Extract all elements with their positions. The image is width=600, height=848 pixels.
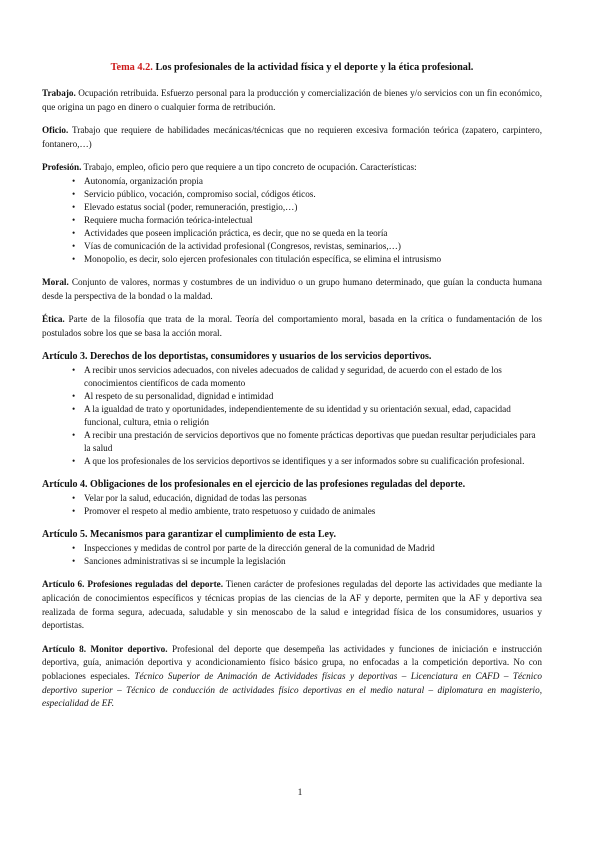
list-item: • Autonomía, organización propia (72, 175, 542, 188)
articulo-6-text: Tienen carácter de profesiones reguladas del deporte las actividades que mediante la aplicación de conocimientos específicos y técnicas propias de las ciencias de la AF y deporte, permiten que la AF y deportiva sea realizada de forma segura, adecuada, saludable y sin menoscabo de la salud e integridad física de los consumidores, usuarios y deportistas. (42, 579, 542, 631)
articulo-6 (42, 578, 542, 632)
trabajo-definition (42, 87, 542, 114)
articulo-5 (42, 528, 542, 568)
articulo-8-heading: Artículo 8. Monitor deportivo. (42, 643, 168, 654)
list-item: • A la igualdad de trato y oportunidades, independientemente de su identidad y su orientación sexual, edad, capacidad funcional, cultura, etnia o religión (72, 403, 542, 429)
trabajo-term: Trabajo. (42, 88, 76, 98)
articulo-5-list (42, 542, 542, 568)
moral-term: Moral. (42, 276, 69, 287)
articulo-5-heading: Artículo 5. Mecanismos para garantizar el cumplimiento de esta Ley. (42, 529, 336, 541)
list-item: • Vías de comunicación de la actividad profesional (Congresos, revistas, seminarios,…) (72, 240, 542, 253)
articulo-4-list (42, 492, 542, 518)
oficio-term: Oficio. (42, 125, 69, 136)
oficio-text: Trabajo que requiere de habilidades mecánicas/técnicas que no requieren excesiva formación teórica (zapatero, carpintero, fontanero,…) (42, 125, 542, 149)
articulo-4-heading: Artículo 4. Obligaciones de los profesionales en el ejercicio de las profesiones reguladas del deporte. (42, 479, 466, 491)
moral-text: Conjunto de valores, normas y costumbres de un individuo o un grupo humano determinado, que guían la conducta humana desde la perspectiva de la bondad o la maldad. (42, 276, 542, 301)
page-title (42, 62, 542, 73)
articulo-4 (42, 478, 542, 518)
list-item: • Al respeto de su personalidad, dignidad e intimidad (72, 390, 542, 403)
list-item: • A que los profesionales de los servicios deportivos se identifiques y a ser informados sobre su cualificación profesional. (72, 455, 542, 468)
articulo-3-heading: Artículo 3. Derechos de los deportistas, consumidores y usuarios de los servicios deportivos. (42, 351, 432, 363)
moral-definition (42, 276, 542, 303)
list-item: • Promover el respeto al medio ambiente, trato respetuoso y cuidado de animales (72, 505, 542, 518)
list-item: • Requiere mucha formación teórica-intelectual (72, 214, 542, 227)
list-item: • Elevado estatus social (poder, remuneración, prestigio,…) (72, 201, 542, 214)
list-item: • Actividades que poseen implicación práctica, es decir, que no se queda en la teoría (72, 227, 542, 240)
title-text: Los profesionales de la actividad física y el deporte y la ética profesional. (155, 62, 474, 73)
articulo-8-text: Profesional del deporte que desempeña las actividades y funciones de iniciación e instrucción deportiva, guía, animación deportiva y acondicionamiento físico básico grupa, no enfocadas a la competición deportiva. No con poblaciones especiales. (42, 643, 543, 681)
articulo-8 (42, 643, 542, 711)
articulo-8-titulaciones: Técnico Superior de Animación de Actividades físicas y deportivas – Licenciatura en CAFD – Técnico deportivo superior – Técnico de conducción de actividades físico deportivas en el medio natural – diplomatura en magisterio, especialidad de EF. (42, 670, 542, 709)
etica-definition (42, 313, 542, 340)
trabajo-text: Ocupación retribuida. Esfuerzo personal para la producción y comercialización de bienes y/o servicios con un fin económico, que origina un pago en dinero o cualquier forma de retribución. (42, 88, 543, 112)
list-item: • Monopolio, es decir, solo ejercen profesionales con titulación específica, se elimina el intrusismo (72, 253, 542, 266)
profesion-definition (42, 161, 542, 266)
profesion-text: Trabajo, empleo, oficio pero que requiere a un tipo concreto de ocupación. Características: (83, 162, 417, 173)
articulo-3 (42, 350, 542, 468)
list-item: • Sanciones administrativas si se incumple la legislación (72, 555, 542, 568)
document-page (42, 62, 542, 721)
articulo-6-heading: Artículo 6. Profesiones reguladas del deporte. (42, 579, 224, 590)
oficio-definition (42, 124, 542, 151)
list-item: • A recibir unos servicios adecuados, con niveles adecuados de calidad y seguridad, de acuerdo con el estado de los conocimientos científicos de cada momento (72, 364, 542, 390)
page-number: 1 (297, 788, 303, 798)
profesion-term: Profesión. (42, 162, 82, 173)
etica-term: Ética. (42, 314, 65, 325)
list-item: • Inspecciones y medidas de control por parte de la dirección general de la comunidad de Madrid (72, 542, 542, 555)
articulo-3-list (42, 364, 542, 468)
list-item: • A recibir una prestación de servicios deportivos que no fomente prácticas deportivas que puedan resultar perjudiciales para la salud (72, 429, 542, 455)
list-item: • Velar por la salud, educación, dignidad de todas las personas (72, 492, 542, 505)
list-item: • Servicio público, vocación, compromiso social, códigos éticos. (72, 188, 542, 201)
etica-text: Parte de la filosofía que trata de la moral. Teoría del comportamiento moral, basada en la crítica o fundamentación de los postulados sobre los que se basa la acción moral. (42, 314, 543, 338)
profesion-list (42, 175, 542, 266)
title-number: Tema 4.2. (110, 62, 153, 73)
